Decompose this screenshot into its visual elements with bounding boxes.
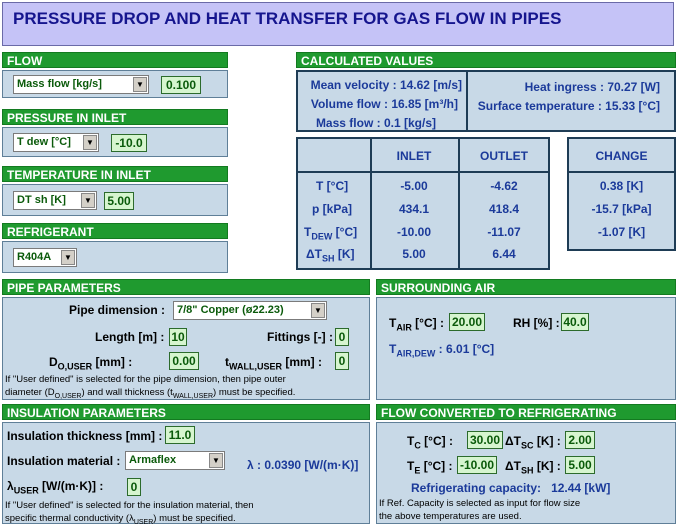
refrigerant-panel	[2, 241, 228, 273]
air-panel	[376, 297, 676, 400]
flow-type-value: Mass flow [kg/s]	[17, 78, 102, 90]
row-t-label: T [°C]	[316, 179, 349, 193]
capacity-row	[411, 481, 610, 495]
material-value: Armaflex	[129, 454, 177, 466]
pipe-header: PIPE PARAMETERS	[2, 279, 370, 295]
refrigerant-header: REFRIGERANT	[2, 223, 228, 239]
row-tdew-label: $T_{DEW}$ [°C]	[304, 225, 358, 242]
chevron-down-icon: ▼	[209, 453, 223, 468]
thickness-label: Insulation thickness [mm] :	[7, 429, 163, 443]
pressure-value-input[interactable]: -10.0	[111, 134, 147, 152]
rh-input[interactable]: 40.0	[561, 313, 589, 331]
calculated-left-panel	[296, 70, 468, 132]
pipe-dimension-value: 7/8" Copper (ø22.23)	[177, 304, 284, 316]
row-tdew-outlet: -11.07	[487, 225, 521, 239]
flow-type-select[interactable]	[13, 75, 149, 94]
inlet-outlet-table	[296, 137, 550, 270]
lambda-user-label: $\lambda_{USER}$ [W/(m·K)] :	[7, 479, 104, 496]
surface-temp-label: Surface temperature :	[477, 99, 602, 113]
tc-label: $T_C$ [°C] :	[407, 434, 453, 451]
t-wall-input[interactable]: 0	[335, 352, 349, 370]
outlet-header: OUTLET	[480, 149, 528, 163]
mass-flow-value: 0.1 [kg/s]	[383, 116, 436, 130]
refrigerant-select[interactable]	[13, 248, 77, 267]
chevron-down-icon: ▼	[133, 77, 147, 92]
surface-temp-value: 15.33 [°C]	[605, 99, 660, 113]
change-header: CHANGE	[595, 149, 648, 163]
d-user-input[interactable]: 0.00	[169, 352, 199, 370]
pipe-dimension-label: Pipe dimension :	[69, 303, 166, 317]
row-t-outlet: -4.62	[490, 179, 518, 193]
rh-label: RH [%] :	[513, 316, 560, 330]
heat-ingress-row	[525, 80, 660, 94]
insulation-panel	[2, 422, 370, 524]
volume-flow-value: 16.85 [m³/h]	[391, 97, 458, 111]
length-input[interactable]: 10	[169, 328, 187, 346]
row-p-label: p [kPa]	[312, 202, 353, 216]
pressure-header: PRESSURE IN INLET	[2, 109, 228, 125]
temperature-header: TEMPERATURE IN INLET	[2, 166, 228, 182]
mean-velocity-label: Mean velocity :	[310, 78, 397, 92]
refrigerant-value: R404A	[17, 251, 52, 263]
pipe-note: If "User defined" is selected for the pipe dimension, then pipe outer diameter $(D_{O,USER})$ and wall thickness $(t_{WALL,USER})$ must be specified.	[5, 374, 296, 400]
t-air-dew: $T_{AIR,DEW}$ : 6.01 [°C]	[389, 342, 495, 359]
material-select[interactable]	[125, 451, 225, 470]
capacity-panel	[376, 422, 676, 524]
surface-temp-row	[478, 99, 660, 113]
heat-ingress-label: Heat ingress :	[524, 80, 604, 94]
te-label: $T_E$ [°C] :	[407, 459, 453, 476]
heat-ingress-value: 70.27 [W]	[607, 80, 660, 94]
row-tdew-inlet: -10.00	[396, 225, 432, 239]
mass-flow-row	[316, 116, 436, 130]
capacity-label: Refrigerating capacity:	[411, 481, 542, 495]
temperature-panel	[2, 184, 228, 216]
pressure-type-value: T dew [°C]	[17, 136, 71, 148]
pipe-dimension-select[interactable]	[173, 301, 327, 320]
volume-flow-row	[311, 97, 458, 111]
pressure-panel	[2, 127, 228, 157]
temperature-type-value: DT sh [K]	[17, 194, 66, 206]
page-title: PRESSURE DROP AND HEAT TRANSFER FOR GAS FLOW IN PIPES	[2, 2, 674, 46]
mean-velocity-value: 14.62 [m/s]	[399, 78, 462, 92]
tsc-input[interactable]: 2.00	[565, 431, 595, 449]
flow-value-input[interactable]: 0.100	[161, 76, 201, 94]
row-tsh-inlet: 5.00	[402, 247, 426, 261]
inlet-header: INLET	[396, 149, 432, 163]
tc-input[interactable]: 30.00	[467, 431, 503, 449]
tsc-label: $\Delta T_{SC}$ [K] :	[505, 434, 561, 451]
t-air-label: $T_{AIR}$ [°C] :	[389, 316, 444, 333]
chevron-down-icon: ▼	[311, 303, 325, 318]
te-input[interactable]: -10.00	[457, 456, 497, 474]
insulation-header: INSULATION PARAMETERS	[2, 404, 370, 420]
lambda-value: λ : 0.0390 [W/(m·K)]	[247, 458, 359, 472]
row-tsh-label: $\Delta T_{SH}$ [K]	[306, 247, 355, 264]
t-air-input[interactable]: 20.00	[449, 313, 485, 331]
flow-panel	[2, 70, 228, 98]
d-user-label: $D_{O,USER}$ [mm] :	[49, 355, 133, 372]
chevron-down-icon: ▼	[61, 250, 75, 265]
change-tdew: -1.07 [K]	[597, 225, 646, 239]
temperature-value-input[interactable]: 5.00	[104, 192, 134, 210]
insulation-note: If "User defined" is selected for the insulation material, then specific thermal conductivity $(\lambda_{USER})$ must be specified.	[5, 500, 254, 526]
air-header: SURROUNDING AIR	[376, 279, 676, 295]
row-p-inlet: 434.1	[398, 202, 430, 216]
t-wall-label: $t_{WALL,USER}$ [mm] :	[225, 355, 322, 372]
change-p: -15.7 [kPa]	[591, 202, 652, 216]
flow-header: FLOW	[2, 52, 228, 68]
mass-flow-label: Mass flow :	[315, 116, 381, 130]
fittings-label: Fittings [-] :	[267, 330, 333, 344]
material-label: Insulation material :	[7, 454, 121, 468]
length-label: Length [m] :	[95, 330, 165, 344]
lambda-user-input[interactable]: 0	[127, 478, 141, 496]
pipe-panel	[2, 297, 370, 400]
temperature-type-select[interactable]	[13, 191, 97, 210]
chevron-down-icon: ▼	[81, 193, 95, 208]
pressure-type-select[interactable]	[13, 133, 99, 152]
tsh-label: $\Delta T_{SH}$ [K] :	[505, 459, 561, 476]
thickness-input[interactable]: 11.0	[165, 426, 195, 444]
calculated-right-panel	[466, 70, 676, 132]
tsh-input[interactable]: 5.00	[565, 456, 595, 474]
fittings-input[interactable]: 0	[335, 328, 349, 346]
capacity-value: 12.44 [kW]	[551, 481, 611, 495]
row-p-outlet: 418.4	[488, 202, 520, 216]
row-tsh-outlet: 6.44	[492, 247, 516, 261]
capacity-note: If Ref. Capacity is selected as input for flow size the above temperatures are used.	[379, 498, 581, 522]
change-table	[567, 137, 676, 251]
chevron-down-icon: ▼	[83, 135, 97, 150]
row-t-inlet: -5.00	[400, 179, 428, 193]
capacity-header: FLOW CONVERTED TO REFRIGERATING	[376, 404, 676, 420]
mean-velocity-row	[311, 78, 462, 92]
calculated-header: CALCULATED VALUES	[296, 52, 676, 68]
change-t: 0.38 [K]	[599, 179, 644, 193]
volume-flow-label: Volume flow :	[310, 97, 388, 111]
